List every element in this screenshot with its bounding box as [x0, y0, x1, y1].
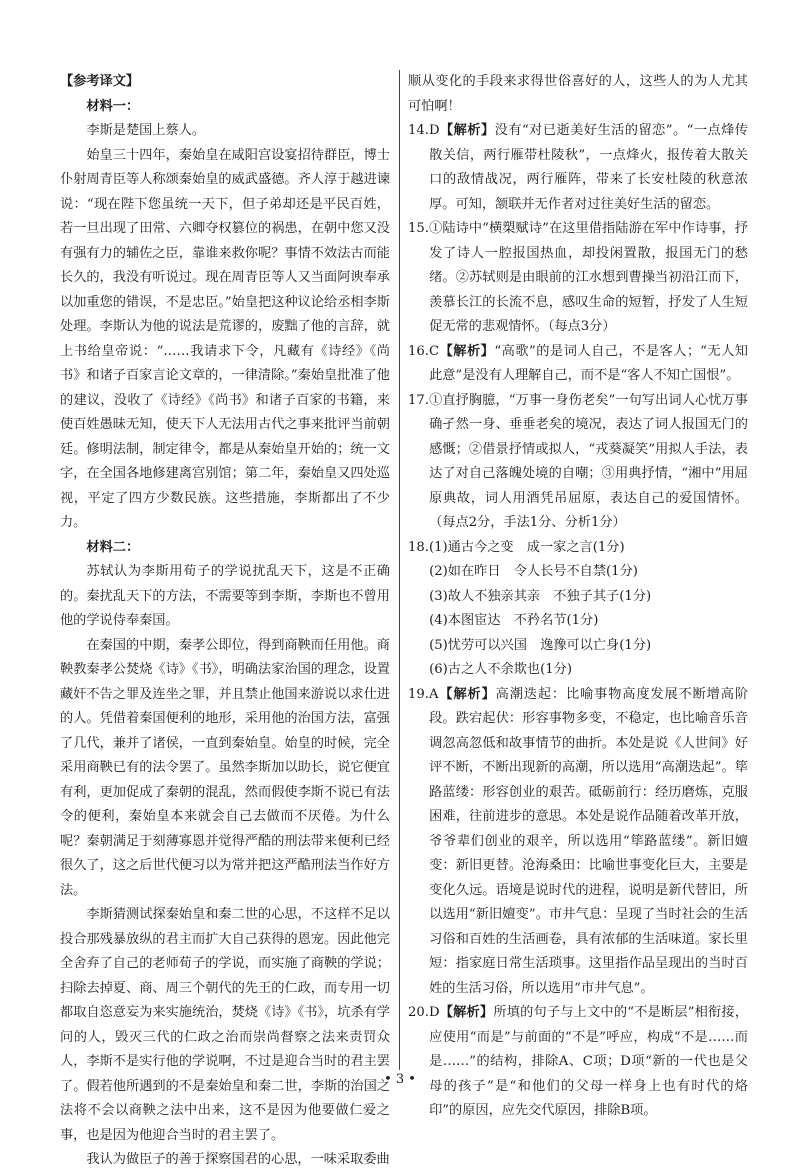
answer-15-number: 15. — [408, 221, 429, 236]
answer-20-number: 20.D — [408, 1005, 440, 1020]
reference-translation-heading: 【参考译文】 — [60, 74, 140, 89]
material-one-paragraph-1: 李斯是楚国上蔡人。 — [86, 123, 206, 138]
material-two-paragraph-3: 李斯猜测试探秦始皇和秦二世的心思，不这样不足以投合那残暴放纵的君主而扩大自己获得的恩宠。因此他完全舍弃了自己的老师荀子的学说，而实施了商鞅的学说；扫除去掉夏、商、周三个朝代的先王的仁政，而专用一切都取自恣意妄为来实施统治，焚烧《诗》《书》，坑杀有学问的人，毁灭三代的仁政之治而崇尚督察之法来责罚众人，李斯不是实行他的学说啊，不过是迎合当时的君主罢了。假若他所遇到的不是秦始皇和秦二世，李斯的治国之法将不会以商鞅之法中出来，这不是因为他要做仁爱之事，也是因为他迎合当时的君主罢了。 — [60, 907, 390, 1143]
answer-16 — [408, 340, 748, 389]
answer-16-number: 16.C — [408, 343, 440, 359]
answer-17-number: 17. — [408, 392, 429, 408]
left-column — [60, 70, 390, 1173]
answer-16-text: “高歌”的是词人自己，不是客人；“无人知此意”是没有人理解自己，而不是“客人不知亡国恨”。 — [429, 343, 748, 383]
answer-15 — [408, 217, 748, 340]
answer-18-item: (2)如在昨日 令人长号不自禁(1分) — [429, 564, 638, 579]
material-two-title: 材料二： — [86, 539, 140, 555]
answer-20 — [408, 1001, 748, 1124]
translation-continuation: 顺从变化的手段来求得世俗喜好的人，这些人的为人尤其可怕啊！ — [408, 74, 748, 114]
answer-18-item: (6)古之人不余欺也(1分) — [429, 662, 572, 677]
answer-15-text: ①陆诗中“横槊赋诗”在这里借指陆游在军中作诗事，抒发了诗人一腔报国热血，却投闲置散，报国无门的愁绪。②苏轼则是由眼前的江水想到曹操当初沿江而下，羡慕长江的长流不息，感叹生命的短暂，抒发了人生短促无常的悲观情怀。（每点3分） — [428, 221, 748, 334]
answer-17-text: ①直抒胸臆，“万事一身伤老矣”一句写出词人心忧万事确孑然一身、垂垂老矣的境况，表达了词人报国无门的感慨；②借景抒情或拟人，“戎葵凝笑”用拟人手法，表达了对自己落魄处境的自嘲；③用典抒情，“湘中”用屈原典故，词人用酒凭吊屈原，表达自己的爱国情怀。（每点2分，手法1分、分析1分） — [428, 392, 748, 530]
column-divider — [399, 70, 400, 1070]
page-number: • 3 • — [384, 1072, 416, 1087]
answer-18-item: (5)忧劳可以兴国 逸豫可以亡身(1分) — [429, 637, 652, 653]
material-two-paragraph-4: 我认为做臣子的善于探察国君的心思，一味采取委曲 — [86, 1152, 390, 1167]
answer-14-text: 没有“对已逝美好生活的留恋”。“一点烽传散关信，两行雁带杜陵秋”，一点烽火，报传着大散关口的敌情战况，两行雁阵，带来了长安杜陵的秋意浓厚。可知，颔联并无作者对过往美好生活的留恋。 — [429, 123, 748, 212]
material-one-paragraph-2: 始皇三十四年，秦始皇在咸阳宫设宴招待群臣，博士仆射周青臣等人称颂秦始皇的威武盛德。齐人淳于越进谏说：“现在陛下您虽统一天下，但子弟却还是平民百姓，若一旦出现了田常、六卿夺权篡位的祸患，在朝中您又没有强有力的辅佐之臣，靠谁来救你呢？事情不效法古而能长久的，我没有听说过。现在周青臣等人又当面阿谀奉承以加重您的错误，不是忠臣。”始皇把这种议论给丞相李斯处理。李斯认为他的说法是荒谬的，废黜了他的言辞，就上书给皇帝说：“……我请求下令，凡藏有《诗经》《尚书》和诸子百家言论文章的，一律清除。”秦始皇批准了他的建议，没收了《诗经》《尚书》和诸子百家的书籍，来使百姓愚昧无知，使天下人无法用古代之事来批评当前朝廷。修明法制，制定律令，都是从秦始皇开始的；统一文字，在全国各地修建离宫别馆；第二年，秦始皇又四处巡视，平定了四方少数民族。这些措施，李斯都出了不少力。 — [60, 147, 390, 530]
answer-18 — [408, 536, 748, 561]
analysis-tag: 【解析】 — [439, 1005, 494, 1020]
answer-14-number: 14.D — [408, 123, 440, 138]
analysis-tag: 【解析】 — [439, 343, 495, 359]
material-one-title: 材料一： — [86, 98, 140, 114]
answer-18-item: (1)通古今之变 成一家之言(1分) — [428, 539, 625, 555]
answer-19 — [408, 683, 748, 1002]
analysis-tag: 【解析】 — [439, 123, 495, 138]
analysis-tag: 【解析】 — [438, 686, 496, 702]
answer-18-item: (3)故人不独亲其亲 不独子其子(1分) — [429, 588, 652, 604]
answer-14 — [408, 119, 748, 217]
answer-17 — [408, 389, 748, 536]
material-two-paragraph-1: 苏轼认为李斯用荀子的学说扰乱天下，这是不正确的。秦扰乱天下的方法，不需要等到李斯，李斯也不曾用他的学说侍奉秦国。 — [60, 564, 390, 628]
answer-18-item: (4)本图宦达 不矜名节(1分) — [429, 613, 599, 628]
answer-18-number: 18. — [408, 539, 429, 555]
answer-19-number: 19.A — [408, 686, 439, 702]
material-two-paragraph-2: 在秦国的中期，秦孝公即位，得到商鞅而任用他。商鞅教秦孝公焚烧《诗》《书》，明确法家治国的理念，设置藏奸不告之罪及连坐之罪，并且禁止他国来游说以求仕进的人。凭借着秦国便利的地形，采用他的治国方法，富强了几代，兼并了诸侯，一直到秦始皇。始皇的时候，完全采用商鞅已有的法令罢了。虽然李斯加以助长，说它便宜有利，更加促成了秦朝的混乱，然而假使李斯不说已有法令的便利，秦始皇本来就会自己去做而不厌倦。为什么呢？秦朝满足于刻薄寡恩并觉得严酷的刑法带来便利已经很久了，这之后世代便习以为常并把这严酷刑法当作好方法。 — [60, 637, 390, 898]
answer-20-text: 所填的句子与上文中的“不是断层”相衔接，应使用“而是”与前面的“不是”呼应，构成“不是……而是……”的结构，排除A、C项；D项“新的一代也是父母的孩子”是“和他们的父母一样身上也有时代的烙印”的原因，应先交代原因，排除B项。 — [429, 1005, 749, 1118]
answer-19-text: 高潮迭起：比喻事物高度发展不断增高阶段。跌宕起伏：形容事物多变，不稳定，也比喻音乐音调忽高忽低和故事情节的曲折。本处是说《人世间》好评不断，不断出现新的高潮，所以选用“高潮迭起”。筚路蓝缕：形容创业的艰苦。砥砺前行：经历磨炼，克服困难，往前进步的意思。本处是说作品随着改革开放，爷爷辈们创业的艰辛，所以选用“筚路蓝缕”。新旧嬗变：新旧更替。沧海桑田：比喻世事变化巨大，主要是变化久远。语境是说时代的进程，说明是新代替旧，所以选用“新旧嬗变”。市井气息：呈现了当时社会的生活习俗和百姓的生活画卷，具有浓郁的生活味道。家长里短：指家庭日常生活琐事。这里指作品呈现出的当时百姓的生活习俗，所以选用“市井气息”。 — [429, 686, 749, 996]
right-column — [408, 70, 748, 1124]
